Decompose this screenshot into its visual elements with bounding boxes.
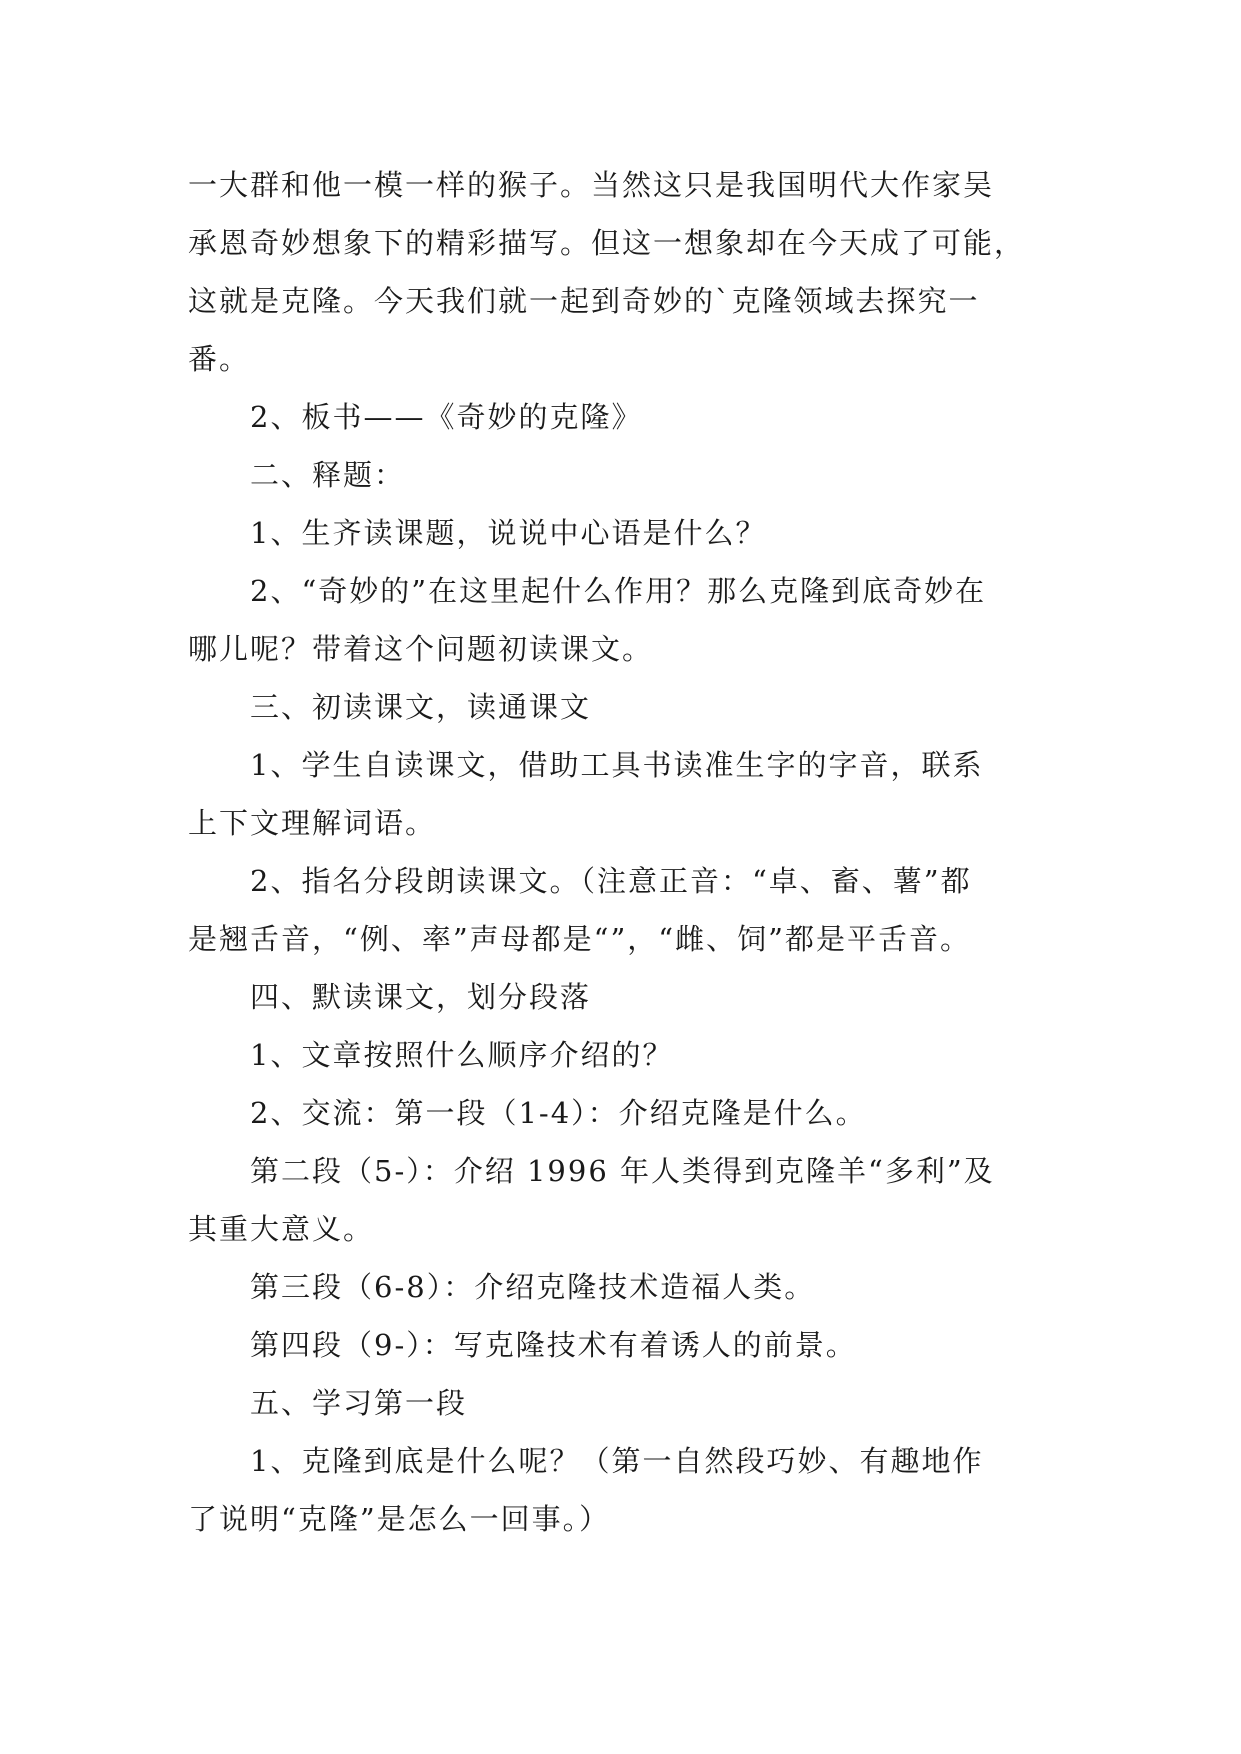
text-line: 1、生齐读课题，说说中心语是什么？ [250,516,767,550]
text-line: 其重大意义。 [188,1212,375,1246]
text-line: 承恩奇妙想象下的精彩描写。但这一想象却在今天成了可能， [188,226,1026,260]
document-body [188,156,1088,1548]
text-line: 1、学生自读课文，借助工具书读准生字的字音，联系 [250,748,984,782]
text-line: 2、板书——《奇妙的克隆》 [250,400,643,434]
text-line: 五、学习第一段 [250,1386,468,1420]
text-line: 这就是克隆。今天我们就一起到奇妙的`克隆领域去探究一 [188,284,980,318]
text-line: 1、克隆到底是什么呢？（第一自然段巧妙、有趣地作 [250,1444,984,1478]
text-line: 第三段（6-8）：介绍克隆技术造福人类。 [250,1270,816,1304]
text-line: 第二段（5-）：介绍 1996 年人类得到克隆羊“多利”及 [250,1154,995,1188]
text-line: 二、释题： [250,458,406,492]
text-line: 1、文章按照什么顺序介绍的？ [250,1038,674,1072]
text-line: 2、“奇妙的”在这里起什么作用？那么克隆到底奇妙在 [250,574,987,608]
text-line: 哪儿呢？带着这个问题初读课文。 [188,632,654,666]
text-line: 是翘舌音，“例、率”声母都是“”，“雌、饲”都是平舌音。 [188,922,971,956]
text-line: 2、交流：第一段（1-4）：介绍克隆是什么。 [250,1096,867,1130]
text-line: 上下文理解词语。 [188,806,437,840]
text-line: 四、默读课文，划分段落 [250,980,592,1014]
text-line: 番。 [188,342,251,376]
text-line: 一大群和他一模一样的猴子。当然这只是我国明代大作家吴 [188,168,995,202]
text-line: 2、指名分段朗读课文。（注意正音：“卓、畜、薯”都 [250,864,972,898]
text-line: 了说明“克隆”是怎么一回事。） [188,1502,611,1536]
text-line: 三、初读课文，读通课文 [250,690,592,724]
text-line: 第四段（9-）：写克隆技术有着诱人的前景。 [250,1328,857,1362]
